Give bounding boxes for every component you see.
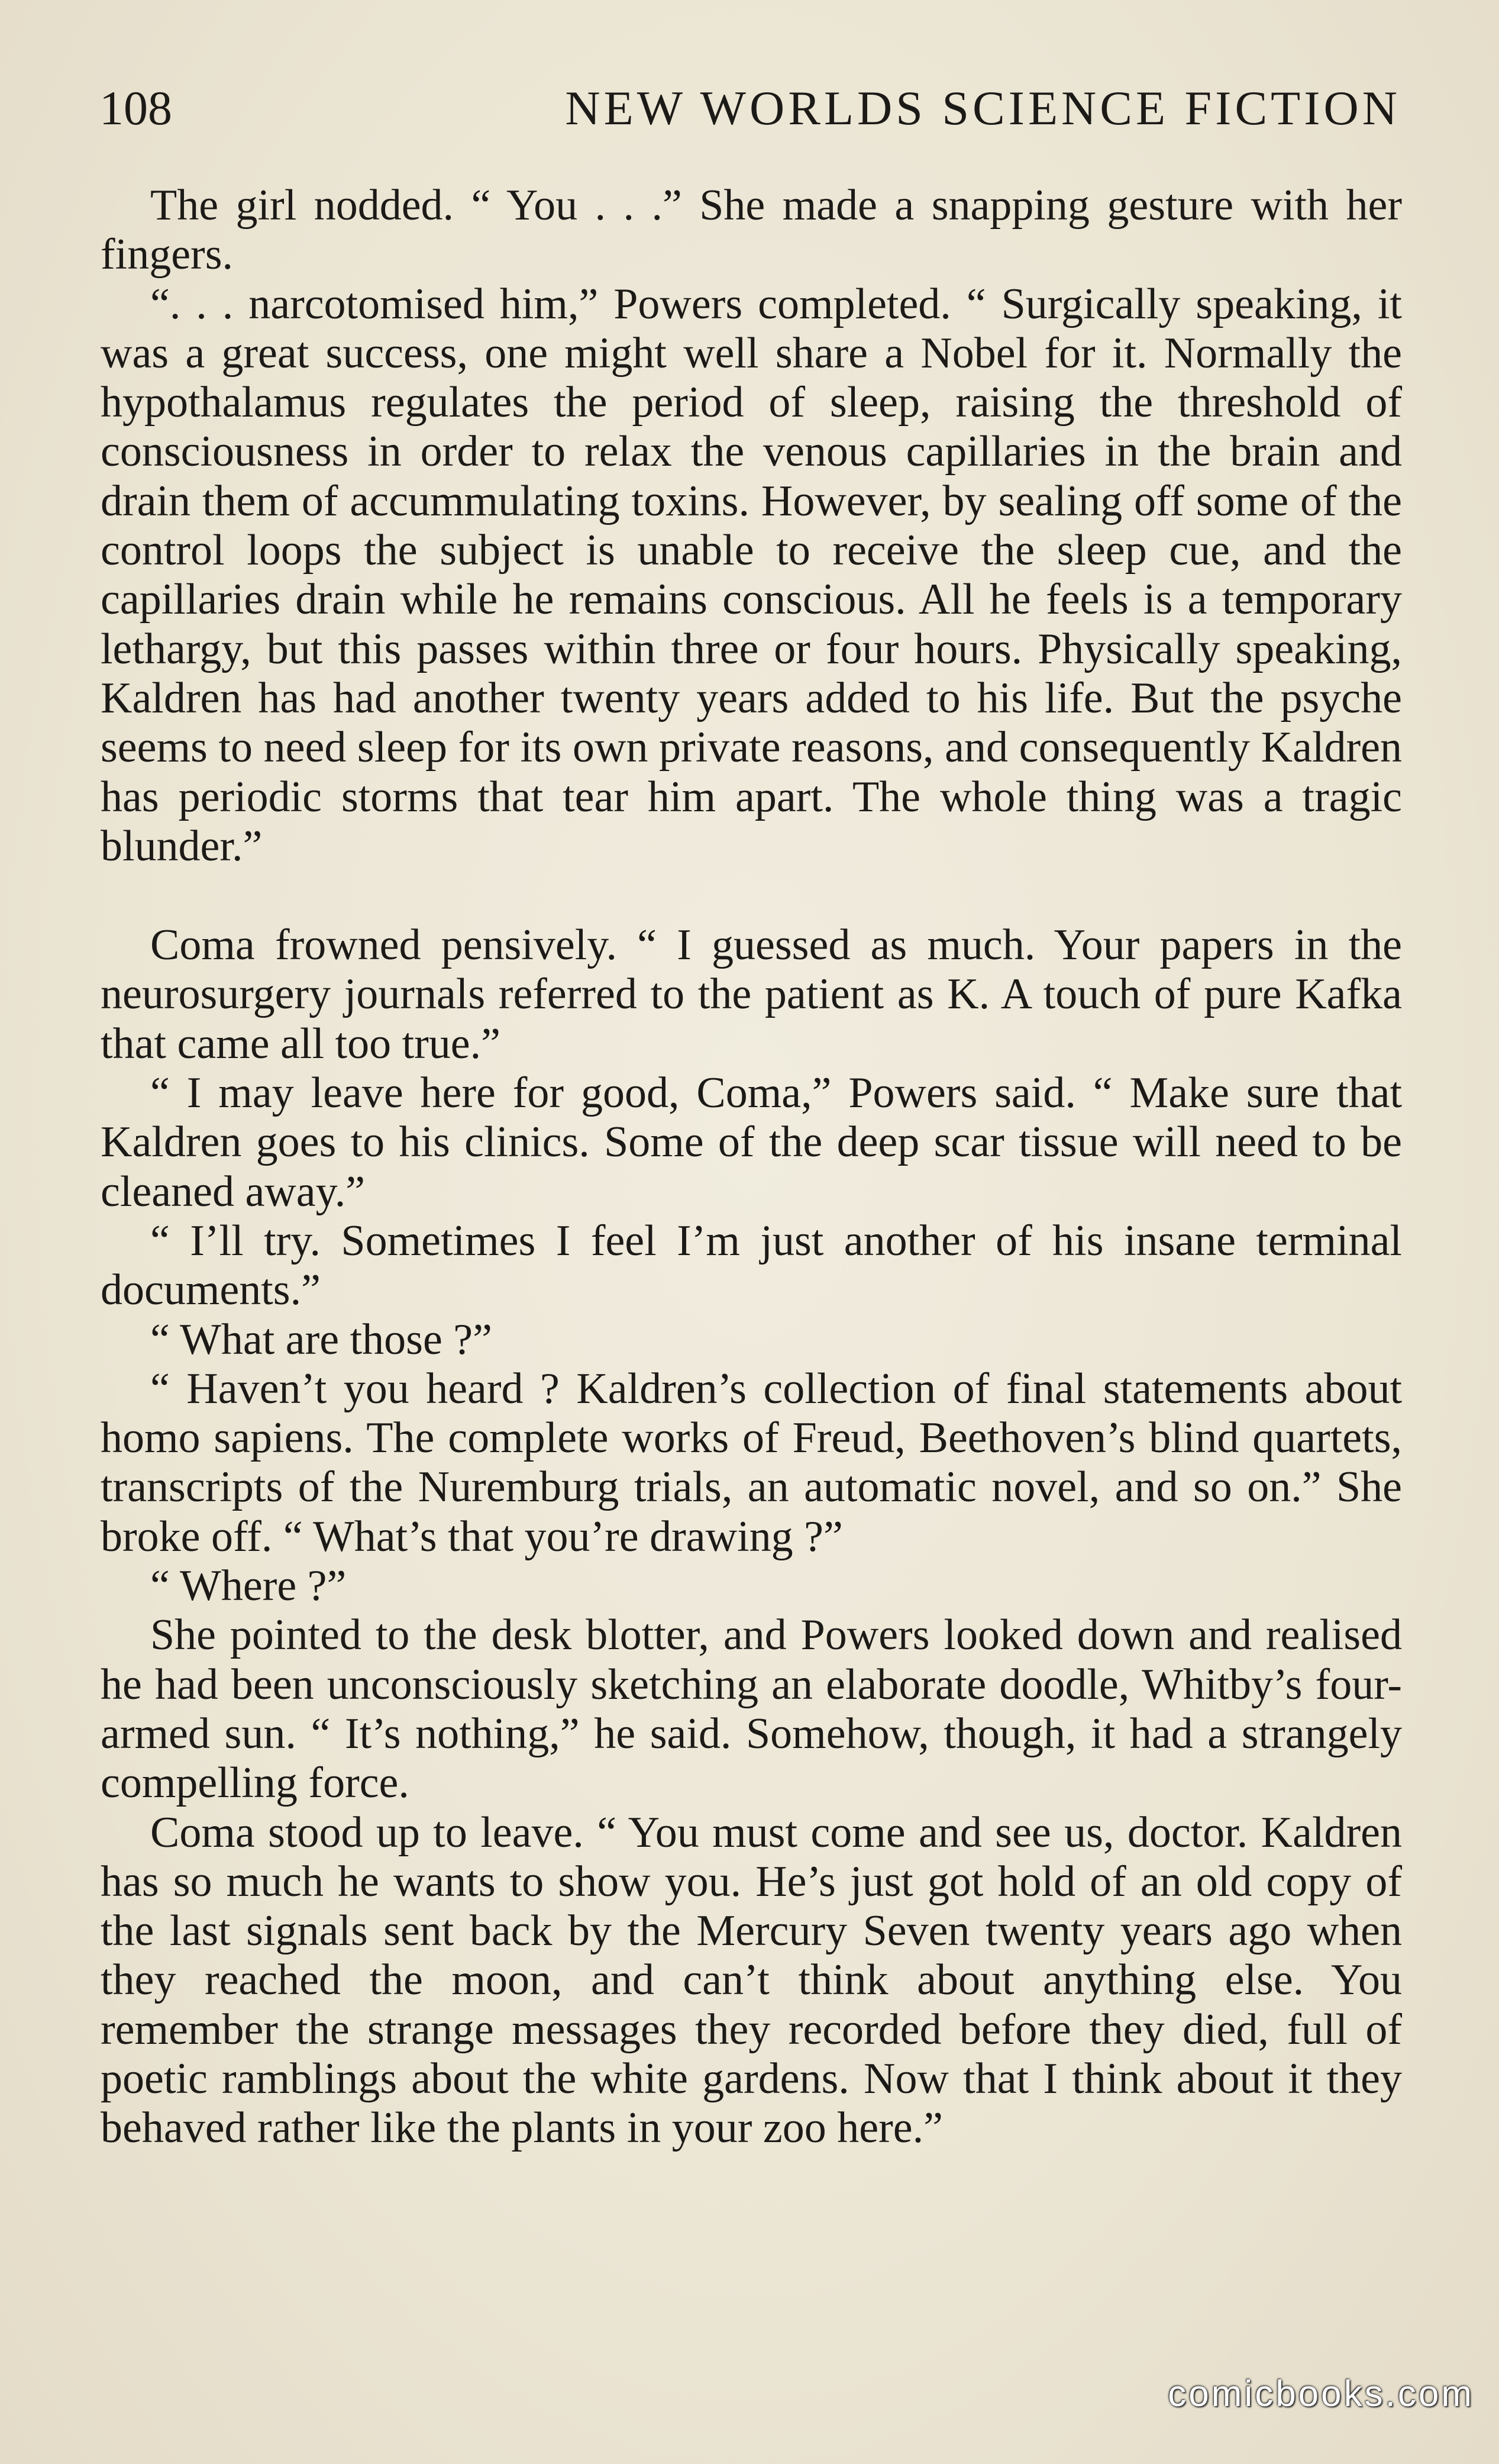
watermark: comicbooks.com xyxy=(1168,2373,1474,2414)
paragraph: “ I’ll try. Sometimes I feel I’m just another of his insane terminal documents.” xyxy=(101,1216,1402,1315)
page-number: 108 xyxy=(99,81,172,135)
body-text xyxy=(101,181,1402,2153)
paragraph: “. . . narcotomised him,” Powers completed. “ Surgically speaking, it was a great success, one might well share a Nobel for it. Normally the hypothalamus regulates the period of sleep, raising the threshold of consciousness in order to relax the venous capillaries in the brain and drain them of accummulating toxins. However, by sealing off some of the control loops the subject is unable to receive the sleep cue, and the capillaries drain while he remains conscious. All he feels is a temporary lethargy, but this passes within three or four hours. Physically speaking, Kaldren has had another twenty years added to his life. But the psyche seems to need sleep for its own private reasons, and consequently Kaldren has periodic storms that tear him apart. The whole thing was a tragic blunder.” xyxy=(101,279,1402,870)
paragraph: “ Haven’t you heard ? Kaldren’s collection of final statements about homo sapiens. The complete works of Freud, Beethoven’s blind quartets, transcripts of the Nuremburg trials, an automatic novel, and so on.” She broke off. “ What’s that you’re drawing ?” xyxy=(101,1364,1402,1561)
running-head: NEW WORLDS SCIENCE FICTION xyxy=(565,81,1401,135)
page-header xyxy=(99,76,1401,141)
paragraph: “ Where ?” xyxy=(150,1562,347,1611)
paragraph: Coma frowned pensively. “ I guessed as much. Your papers in the neurosurgery journals referred to the patient as K. A touch of pure Kafka that came all too true.” xyxy=(101,921,1402,1068)
paragraph: “ I may leave here for good, Coma,” Powers said. “ Make sure that Kaldren goes to his clinics. Some of the deep scar tissue will need to be cleaned away.” xyxy=(101,1069,1402,1216)
paragraph: “ What are those ?” xyxy=(150,1315,492,1364)
paragraph: Coma stood up to leave. “ You must come and see us, doctor. Kaldren has so much he wants to show you. He’s just got hold of an old copy of the last signals sent back by the Mercury Seven twenty years ago when they reached the moon, and can’t think about anything else. You remember the strange messages they recorded before they died, full of poetic ramblings about the white gardens. Now that I think about it they behaved rather like the plants in your zoo here.” xyxy=(101,1808,1402,2153)
paragraph: She pointed to the desk blotter, and Powers looked down and realised he had been unconsciously sketching an elaborate doodle, Whitby’s four-armed sun. “ It’s nothing,” he said. Somehow, though, it had a strangely compelling force. xyxy=(101,1611,1402,1808)
paragraph: The girl nodded. “ You . . .” She made a snapping gesture with her fingers. xyxy=(101,181,1402,279)
